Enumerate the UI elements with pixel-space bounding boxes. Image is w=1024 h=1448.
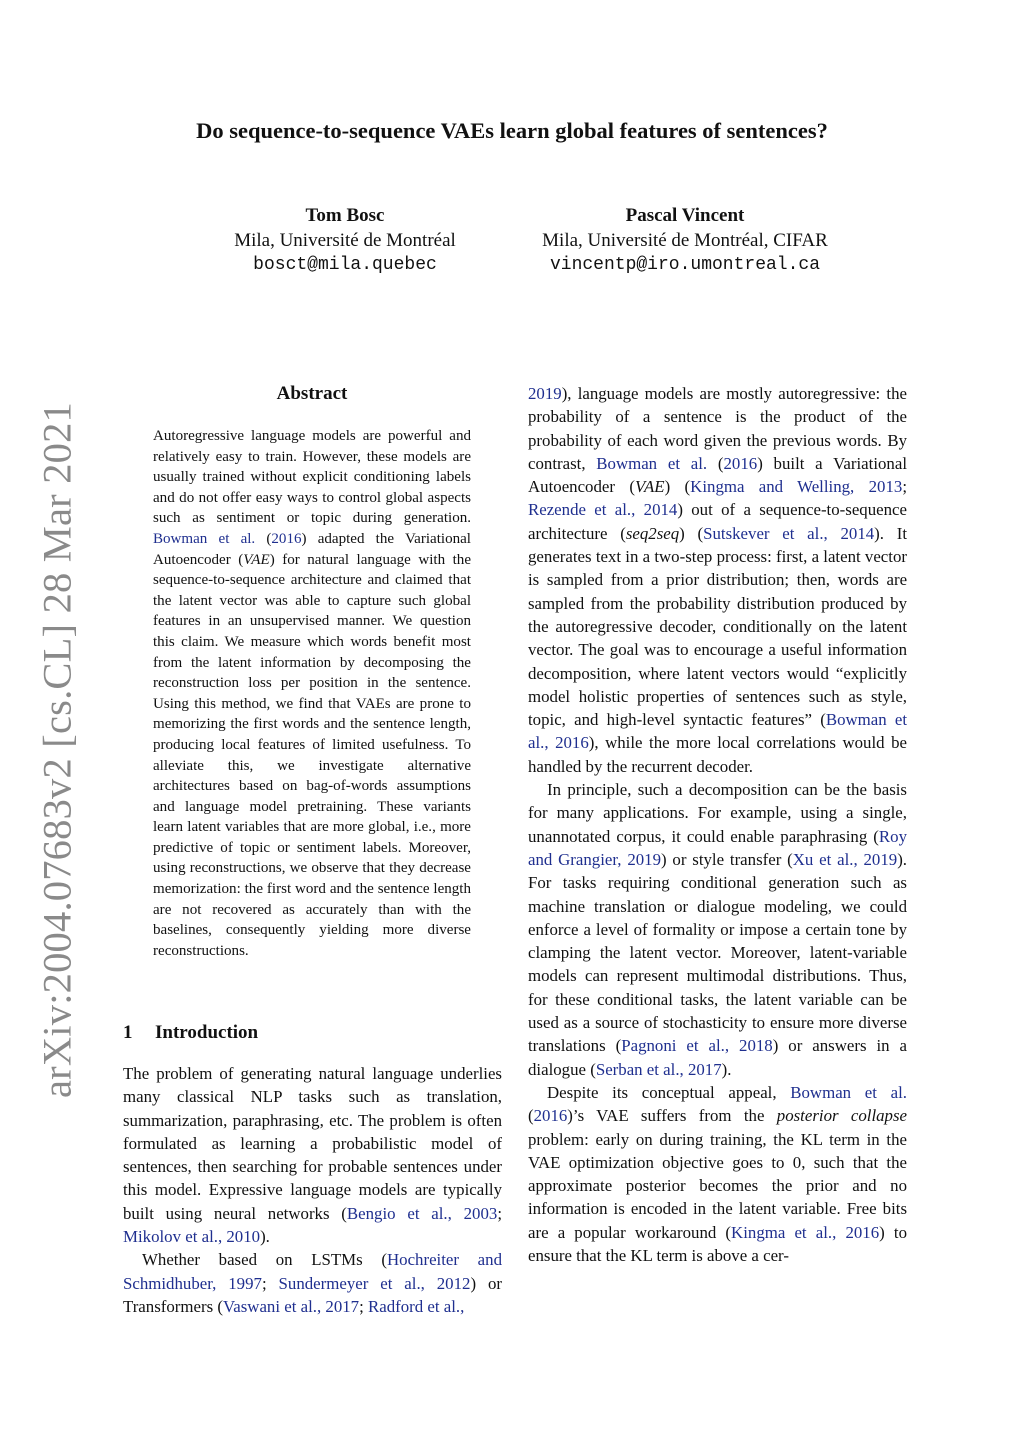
citation-link[interactable]: 2016 <box>271 530 302 547</box>
citation-link[interactable]: Hochreiter and Schmidhuber, 1997 <box>123 1250 502 1293</box>
citation-link[interactable]: Bowman et al. <box>790 1082 907 1102</box>
citation-link[interactable]: Bowman <box>596 453 658 473</box>
citation-link[interactable]: 2016 <box>533 1106 568 1126</box>
column-left <box>123 1062 502 1318</box>
citation-link[interactable]: Welling, <box>783 477 855 497</box>
citation-link[interactable]: Bengio et al., 2003 <box>346 1203 498 1223</box>
citation-link[interactable]: 2014 <box>827 523 875 543</box>
citation-link[interactable]: Pagnoni et al., 2018 <box>621 1036 773 1056</box>
paragraph: In principle, such a decomposition can be the basis for many applications. For example, using a single, unannotated corpus, it could enable paraphrasing (Roy and Grangier, 2019) or style transfer (Xu et al., 2019). For tasks requiring conditional generation such as machine translation or dialogue modeling, we could enforce a level of formality or impose a certain tone by clamping the latent vector. Moreover, latent-variable models can represent multimodal distributions. Thus, for these conditional tasks, the latent variable can be used as a source of stochasticity to ensure more diverse translations (Pagnoni et al., 2018) or answers in a dialogue (Serban et al., 2017). <box>528 780 908 1079</box>
author-block <box>195 203 495 278</box>
citation-link[interactable]: Bowman et al. <box>153 530 256 547</box>
paper-title: Do sequence-to-sequence VAEs learn global features of sentences? <box>196 118 828 143</box>
author-affiliation: Mila, Université de Montréal <box>234 230 456 251</box>
citation-link[interactable]: et <box>886 710 908 730</box>
citation-link[interactable]: et <box>657 453 681 473</box>
citation-link[interactable]: Sutskever <box>703 523 770 543</box>
citation-link[interactable]: et <box>769 523 795 543</box>
citation-link[interactable]: 2019 <box>528 384 562 403</box>
citation-link[interactable]: al. <box>680 453 708 473</box>
author-name: Pascal Vincent <box>625 205 745 226</box>
citation-link[interactable]: Rezende <box>528 500 586 520</box>
abstract-body: Autoregressive language models are powerful and relatively easy to train. However, these models are usually trained without explicit conditioning labels and do not offer easy ways to control global aspects such as sentiment or topic during generation. Bowman et al. (2016) adapted the Variational Autoencoder (VAE) for natural language with the sequence-to-sequence architecture and claimed that the latent vector was able to capture such global features in an unsupervised manner. We question this claim. We measure which words benefit most from the latent information by decomposing the reconstruction loss per position in the sentence. Using this method, we find that VAEs are prone to memorizing the first words and the sentence length, producing local features of limited usefulness. To alleviate this, we investigate alternative architectures based on bag-of-words assumptions and language model pretraining. These variants learn latent variables that are more global, i.e., more predictive of topic or sentiment labels. Moreover, using reconstructions, we observe that they decrease memorization: the first word and the sentence length are not recovered as accurately than with the baselines, consequently yielding more diverse reconstructions. <box>153 428 471 959</box>
citation-link[interactable]: Xu et al., 2019 <box>792 849 898 869</box>
citation-link[interactable]: 2014 <box>635 500 678 520</box>
citation-link[interactable]: 2016 <box>548 733 589 753</box>
citation-link[interactable]: 2016 <box>723 453 758 473</box>
section-heading: 1 Introduction <box>123 1022 259 1043</box>
citation-link[interactable]: al., <box>606 500 636 520</box>
paragraph: Despite its conceptual appeal, Bowman et al. (2016)’s VAE suffers from the posterior collapse problem: early on during training, the KL term in the VAE optimization objective goes to 0, such that the approximate posterior becomes the prior and no information is encoded in the latent variable. Free bits are a popular workaround (Kingma et al., 2016) to ensure that the KL term is above a cer- <box>528 1082 908 1265</box>
author-name: Tom Bosc <box>305 205 385 226</box>
citation-link[interactable]: Radford et al., <box>368 1296 465 1316</box>
citation-link[interactable]: 2013 <box>854 477 903 497</box>
citation-link[interactable]: Sundermeyer et al., 2012 <box>278 1273 471 1293</box>
citation-link[interactable]: Roy and Grangier, 2019 <box>528 826 907 869</box>
author-email[interactable]: bosct@mila.quebec <box>253 255 437 275</box>
citation-link[interactable]: al., <box>528 733 549 753</box>
paragraph: The problem of generating natural language underlies many classical NLP tasks such as translation, summarization, paraphrasing, etc. The problem is often formulated as learning a probabilistic model of sentences, then searching for probable sentences under this model. Expressive language models are typically built using neural networks (Bengio et al., 2003; Mikolov et al., 2010). <box>123 1064 503 1247</box>
citation-link[interactable]: al., <box>794 523 828 543</box>
author-block <box>510 203 860 278</box>
citation-link[interactable]: and <box>744 477 784 497</box>
citation-link[interactable]: Mikolov et al., 2010 <box>123 1227 261 1247</box>
citation-link[interactable]: Bowman <box>825 710 887 730</box>
paragraph: Whether based on LSTMs (Hochreiter and Schmidhuber, 1997; Sundermeyer et al., 2012) or Transformers (Vaswani et al., 2017; Radford et al., <box>123 1250 502 1316</box>
citation-link[interactable]: Vaswani et al., 2017 <box>222 1296 360 1316</box>
citation-link[interactable]: Serban et al., 2017 <box>595 1059 722 1079</box>
column-right <box>528 382 907 1267</box>
citation-link[interactable]: Kingma et al., 2016 <box>731 1222 880 1242</box>
citation-link[interactable]: et <box>585 500 607 520</box>
arxiv-identifier: arXiv:2004.07683v2 [cs.CL] 28 Mar 2021 <box>34 401 80 1099</box>
author-email[interactable]: vincentp@iro.umontreal.ca <box>549 255 821 275</box>
paragraph: 2019), language models are mostly autoregressive: the probability of a sentence is the product of the probability of each word given the previous words. By contrast, Bowman et al. (2016) built a Variational Autoencoder (VAE) (Kingma and Welling, 2013; Rezende et al., 2014) out of a sequence-to-sequence architecture (seq2seq) (Sutskever et al., 2014). It generates text in a two-step process: first, a latent vector is sampled from a prior distribution; then, words are sampled from the probability distribution produced by the autoregressive decoder, conditionally on the latent vector. The goal was to encourage a useful information decomposition, where latent vectors would “explicitly model holistic properties of sentences such as style, topic, and high-level syntactic features” (Bowman et al., 2016), while the more local correlations would be handled by the recurrent decoder. <box>528 384 908 776</box>
author-affiliation: Mila, Université de Montréal, CIFAR <box>542 230 828 251</box>
abstract-heading: Abstract <box>276 383 348 404</box>
citation-link[interactable]: Kingma <box>690 477 745 497</box>
